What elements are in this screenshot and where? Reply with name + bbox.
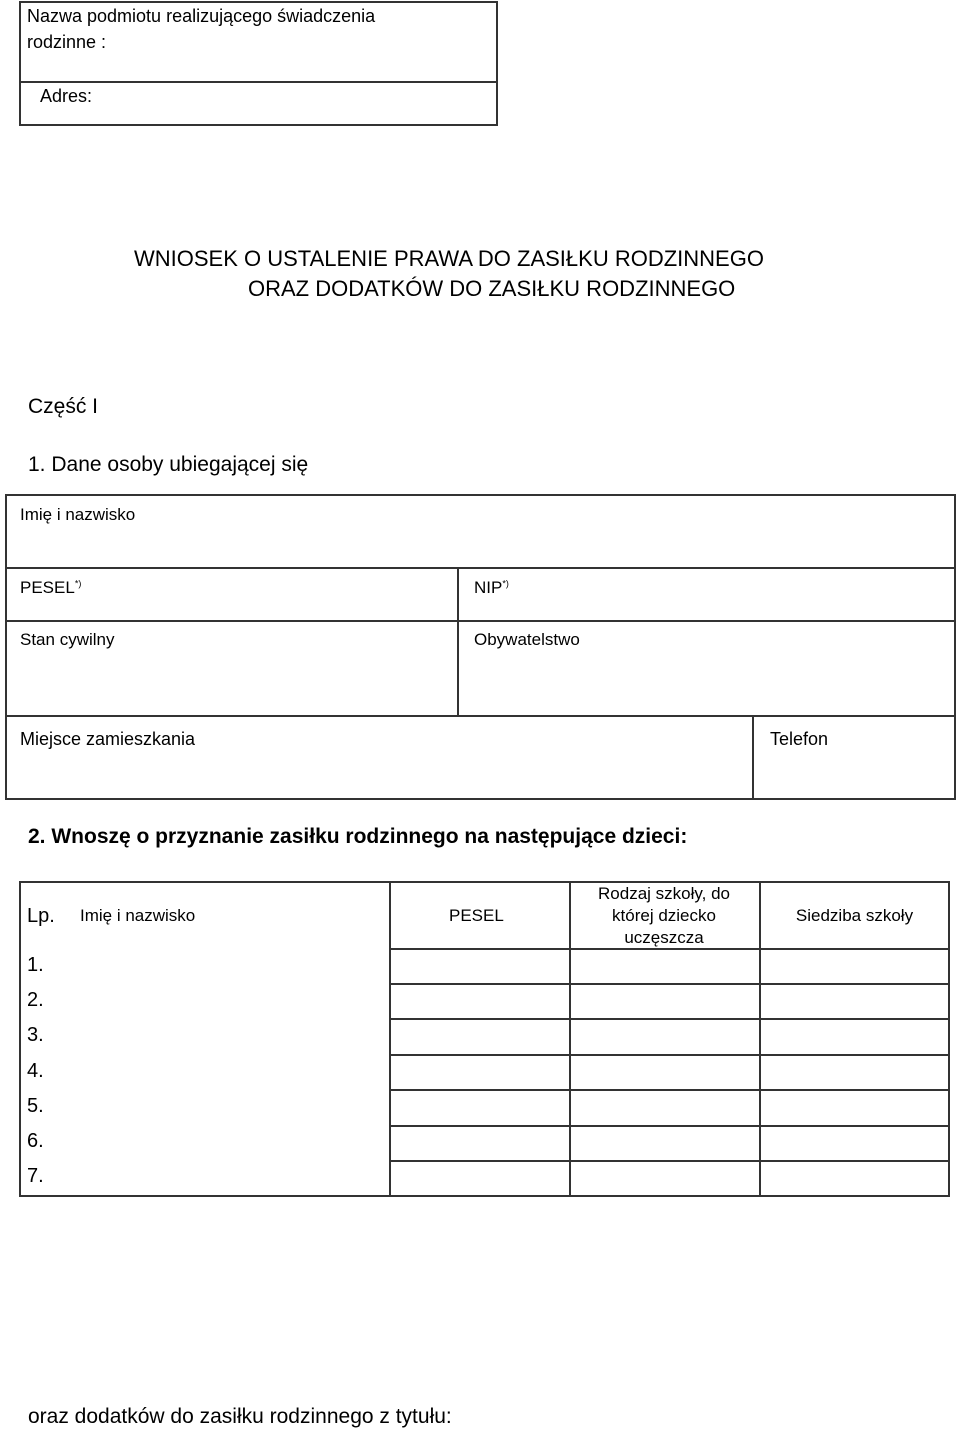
col-header-school-line1: Rodzaj szkoły, do	[598, 884, 730, 903]
form-title-line2: ORAZ DODATKÓW DO ZASIŁKU RODZINNEGO	[248, 276, 736, 301]
footer-text: oraz dodatków do zasiłku rodzinnego z tytułu:	[28, 1405, 452, 1428]
row-number-2: 2.	[27, 989, 44, 1011]
col-header-school-seat: Siedziba szkoły	[795, 906, 914, 925]
children-table	[19, 881, 950, 1197]
children-row-divider-3	[389, 1054, 950, 1056]
children-row-divider-4	[389, 1089, 950, 1091]
row-number-7: 7.	[27, 1165, 44, 1187]
children-row-divider-5	[389, 1125, 950, 1127]
entity-header-divider	[19, 81, 498, 83]
children-header-divider	[389, 948, 950, 950]
applicant-row-divider-2	[5, 620, 956, 622]
row-number-5: 5.	[27, 1095, 44, 1117]
entity-label-line2: rodzinne :	[27, 32, 107, 52]
children-col-divider-seat	[759, 881, 761, 1197]
part-label: Część I	[28, 395, 99, 418]
row-number-3: 3.	[27, 1024, 44, 1046]
phone-label: Telefon	[770, 729, 829, 749]
row-number-6: 6.	[27, 1130, 44, 1152]
residence-label: Miejsce zamieszkania	[20, 729, 196, 749]
col-header-lp: Lp.	[27, 905, 55, 927]
name-field-label: Imię i nazwisko	[20, 505, 136, 524]
section1-heading: 1. Dane osoby ubiegającej się	[28, 453, 309, 476]
marital-status-label: Stan cywilny	[20, 630, 115, 649]
nip-field-label: NIP*)	[474, 578, 509, 597]
pesel-field-label: PESEL*)	[20, 578, 82, 597]
col-header-school-line3: uczęszcza	[624, 928, 704, 947]
children-row-divider-6	[389, 1160, 950, 1162]
children-col-divider-pesel	[389, 881, 391, 1197]
applicant-col-divider-1	[457, 567, 459, 716]
row-number-4: 4.	[27, 1060, 44, 1082]
children-row-divider-2	[389, 1018, 950, 1020]
col-header-name: Imię i nazwisko	[80, 906, 196, 925]
row-number-1: 1.	[27, 954, 44, 976]
entity-label-line1: Nazwa podmiotu realizującego świadczenia	[27, 6, 376, 26]
applicant-col-divider-2	[752, 715, 754, 800]
col-header-school-line2: której dziecko	[612, 906, 716, 925]
address-label: Adres:	[40, 86, 93, 106]
form-title-line1: WNIOSEK O USTALENIE PRAWA DO ZASIŁKU RODZINNEGO	[134, 246, 764, 271]
children-row-divider-1	[389, 983, 950, 985]
citizenship-label: Obywatelstwo	[474, 630, 580, 649]
applicant-row-divider-3	[5, 715, 956, 717]
applicant-row-divider-1	[5, 567, 956, 569]
section2-heading: 2. Wnoszę o przyznanie zasiłku rodzinnego na następujące dzieci:	[28, 825, 688, 848]
col-header-pesel: PESEL	[449, 906, 504, 925]
